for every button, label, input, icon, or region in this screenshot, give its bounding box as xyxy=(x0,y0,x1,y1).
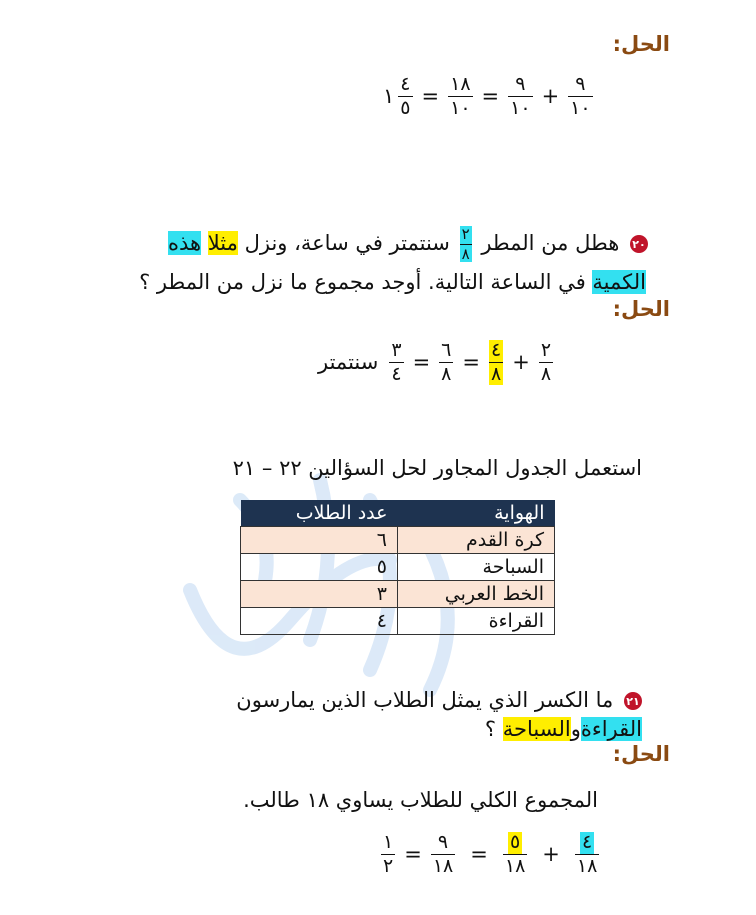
hobbies-table xyxy=(240,500,555,635)
eq3-fraction-result: $\frac{١}{٢}$ xyxy=(383,831,394,877)
question-20-line-2: الكمية في الساعة التالية. أوجد مجموع ما نزل من المطر ؟ xyxy=(139,270,646,294)
table-intro: استعمل الجدول المجاور لحل السؤالين ٢٢ – ٢١ xyxy=(232,456,642,480)
table-row: القراءة ٤ xyxy=(241,608,555,635)
eq2-fraction-b: $\frac{٤}{٨}$ xyxy=(491,339,502,385)
question-number-badge-21: ٢١ xyxy=(624,692,642,710)
eq3-fraction-sum: $\frac{٩}{١٨}$ xyxy=(432,831,454,877)
question-21-line-2: القراءةوالسباحة ؟ xyxy=(484,717,642,741)
table-row: كرة القدم ٦ xyxy=(241,527,555,554)
total-students-text: المجموع الكلي للطلاب يساوي ١٨ طالب. xyxy=(243,788,598,812)
table-row: السباحة ٥ xyxy=(241,554,555,581)
equation-2: سنتمتر $\frac{٣}{٤}$ = $\frac{٦}{٨}$ = $\frac{٤}{٨}$ + $\frac{٢}{٨}$ xyxy=(318,339,552,385)
eq1-whole: ١ xyxy=(383,84,395,109)
q20-fraction: $\frac{٢}{٨}$ xyxy=(461,225,470,263)
table-header-hobby: الهواية xyxy=(398,500,555,527)
eq3-fraction-b: $\frac{٥}{١٨}$ xyxy=(504,831,526,877)
solution-label: الحل: xyxy=(612,32,670,56)
eq2-unit: سنتمتر xyxy=(318,350,379,375)
eq1-fraction-sum: $\frac{١٨}{١٠}$ xyxy=(450,73,471,119)
table-header-count: عدد الطلاب xyxy=(241,500,398,527)
equation-1: ١ $\frac{٤}{٥}$ = $\frac{١٨}{١٠}$ = $\frac{٩}{١٠}$ + $\frac{٩}{١٠}$ xyxy=(383,73,591,119)
eq1-fraction-a: $\frac{٩}{١٠}$ xyxy=(570,73,591,119)
table-header-row xyxy=(241,500,555,527)
question-21-line-1: ٢١ ما الكسر الذي يمثل الطلاب الذين يمارسون xyxy=(236,688,642,712)
eq1-fraction-b: $\frac{٩}{١٠}$ xyxy=(510,73,531,119)
eq2-fraction-a: $\frac{٢}{٨}$ xyxy=(540,339,552,385)
solution-label-2: الحل: xyxy=(612,297,670,321)
solution-label-3: الحل: xyxy=(612,742,670,766)
eq2-fraction-sum: $\frac{٦}{٨}$ xyxy=(441,339,452,385)
equation-3: $\frac{١}{٢}$ = $\frac{٩}{١٨}$ = $\frac{٥}{١٨}$ + $\frac{٤}{١٨}$ xyxy=(383,831,598,877)
eq2-fraction-result: $\frac{٣}{٤}$ xyxy=(391,339,402,385)
question-number-badge: ٢٠ xyxy=(630,235,648,253)
question-20-line-1: ٢٠ هطل من المطر $\frac{٢}{٨}$ سنتمتر في ساعة، ونزل مثلا هذه xyxy=(168,226,648,262)
table-row: الخط العربي ٣ xyxy=(241,581,555,608)
eq3-fraction-a: $\frac{٤}{١٨}$ xyxy=(576,831,598,877)
eq1-fraction-result: $\frac{٤}{٥}$ xyxy=(400,73,411,119)
